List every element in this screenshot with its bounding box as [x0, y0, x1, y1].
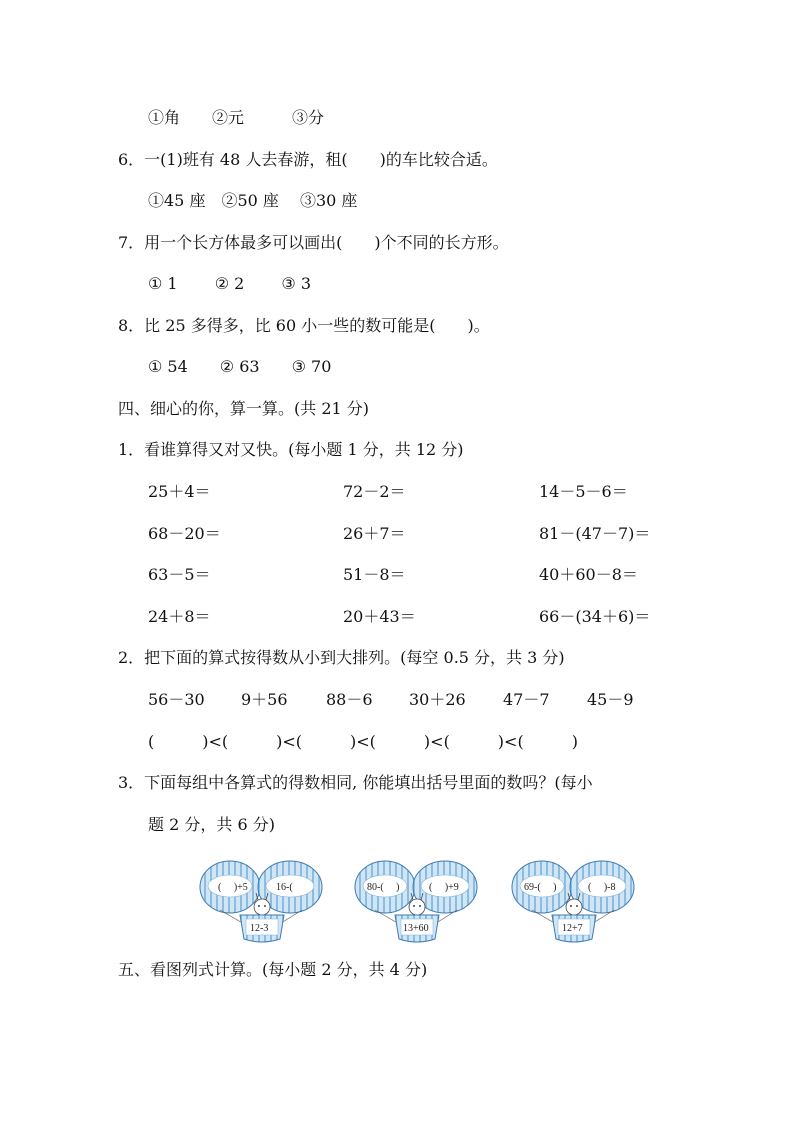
expression-item: 30＋26 — [409, 690, 466, 709]
balloon-groups-figure — [190, 855, 640, 947]
calc-item: 25＋4＝ — [148, 482, 211, 501]
q5-options: ①角 ②元 ③分 — [148, 108, 325, 127]
expression-item: 9＋56 — [241, 690, 288, 709]
balloon-right-expr: ( )-8 — [588, 882, 616, 893]
calc-item: 24＋8＝ — [148, 607, 211, 626]
expression-item: 88－6 — [326, 690, 373, 709]
calc-item: 26＋7＝ — [343, 524, 406, 543]
bunny-icon — [566, 899, 582, 915]
section5-heading: 五、看图列式计算。(每小题 2 分，共 4 分) — [118, 960, 428, 979]
calc-item: 66－(34＋6)＝ — [539, 607, 651, 626]
calc-item: 68－20＝ — [148, 524, 221, 543]
calc-item: 14－5－6＝ — [539, 482, 628, 501]
calc-item: 63－5＝ — [148, 565, 211, 584]
bunny-icon — [254, 899, 270, 915]
expression-item: 45－9 — [587, 690, 634, 709]
calc-item: 40＋60－8＝ — [539, 565, 638, 584]
q8-text: 8．比 25 多得多，比 60 小一些的数可能是( )。 — [118, 316, 490, 335]
expression-item: 47－7 — [503, 690, 550, 709]
balloon-left-expr: 69-( ) — [524, 882, 557, 893]
balloon-left-expr: ( )+5 — [218, 882, 248, 893]
q8-options: ① 54 ② 63 ③ 70 — [148, 357, 332, 376]
balloon-right-expr: 16-( — [276, 882, 303, 893]
q7-options: ① 1 ② 2 ③ 3 — [148, 274, 312, 293]
calc-item: 81－(47－7)＝ — [539, 524, 651, 543]
balloon-left-expr: 80-( ) — [367, 882, 400, 893]
balloon-basket-expr: 12-3 — [250, 923, 269, 934]
bunny-icon — [409, 899, 425, 915]
balloon-group-1 — [200, 861, 322, 942]
balloon-basket-expr: 13+60 — [403, 923, 429, 934]
section4-heading: 四、细心的你，算一算。(共 21 分) — [118, 399, 370, 418]
section4-p3-title-line1: 3．下面每组中各算式的得数相同, 你能填出括号里面的数吗？(每小 — [118, 773, 593, 792]
section4-p1-title: 1．看谁算得又对又快。(每小题 1 分，共 12 分) — [118, 440, 464, 459]
section4-p3-title-line2: 题 2 分，共 6 分) — [148, 815, 275, 834]
calc-item: 51－8＝ — [343, 565, 406, 584]
q6-text: 6．一(1)班有 48 人去春游，租( )的车比较合适。 — [118, 150, 498, 169]
balloon-right-expr: ( )+9 — [429, 882, 459, 893]
ordering-blanks: ( )<( )<( )<( )<( )<( ) — [148, 732, 578, 751]
calc-item: 20＋43＝ — [343, 607, 416, 626]
q6-options: ①45 座 ②50 座 ③30 座 — [148, 191, 358, 210]
section4-p2-title: 2．把下面的算式按得数从小到大排列。(每空 0.5 分，共 3 分) — [118, 648, 565, 667]
balloon-basket-expr: 12+7 — [562, 923, 583, 934]
balloon-group-2 — [355, 861, 477, 942]
calc-item: 72－2＝ — [343, 482, 406, 501]
expression-item: 56－30 — [148, 690, 205, 709]
q7-text: 7．用一个长方体最多可以画出( )个不同的长方形。 — [118, 233, 509, 252]
balloon-group-3 — [512, 861, 634, 942]
